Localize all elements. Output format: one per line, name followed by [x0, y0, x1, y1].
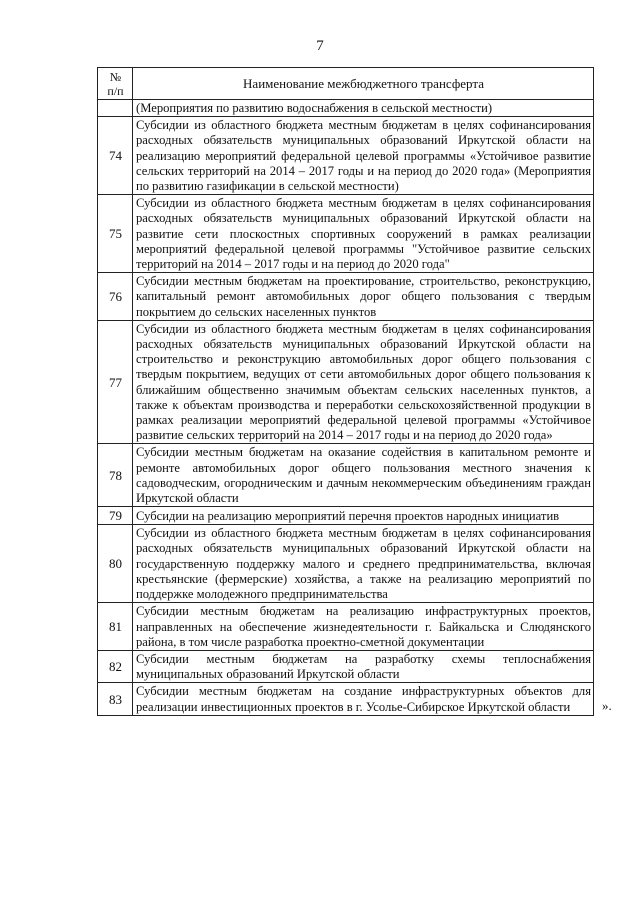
- row-number: 83: [98, 683, 133, 715]
- row-number: 80: [98, 525, 133, 603]
- continuation-row: [98, 100, 594, 117]
- table-row: [98, 117, 594, 195]
- row-number: 82: [98, 650, 133, 682]
- row-description: Субсидии из областного бюджета местным бюджетам в целях софинансирования расходных обязательств муниципальных образований Иркутской области на развитие сети плоскостных спортивных сооружений в рамках реализации мероприятий федеральной целевой программы "Устойчивое развитие сельских территорий на 2014 – 2017 годы и на период до 2020 года": [133, 195, 594, 273]
- row-number: 78: [98, 444, 133, 507]
- row-description: Субсидии из областного бюджета местным бюджетам в целях софинансирования расходных обязательств муниципальных образований Иркутской области на государственную поддержку малого и среднего предпринимательства, включая крестьянские (фермерские) хозяйства, а также на реализацию мероприятий по поддержке молодежного предпринимательства: [133, 525, 594, 603]
- continuation-text: (Мероприятия по развитию водоснабжения в сельской местности): [133, 100, 594, 117]
- table-row: [98, 507, 594, 525]
- row-description: Субсидии местным бюджетам на оказание содействия в капитальном ремонте и ремонте автомобильных дорог общего пользования местного значения к садоводческим, огородническим и дачным некоммерческим объединениям граждан Иркутской области: [133, 444, 594, 507]
- table-row: [98, 273, 594, 321]
- row-number: 81: [98, 603, 133, 651]
- page-number: 7: [316, 38, 324, 54]
- row-description: Субсидии местным бюджетам на реализацию инфраструктурных проектов, направленных на обеспечение жизнедеятельности г. Байкальска и Слюдянского района, в том числе разработка проектно-сметной документации: [133, 603, 594, 651]
- closing-quote-mark: ».: [602, 698, 612, 713]
- row-number: 79: [98, 507, 133, 525]
- header-number-label: № п/п: [107, 70, 124, 98]
- row-number: 76: [98, 273, 133, 321]
- table-row: [98, 320, 594, 444]
- table-body: [98, 117, 594, 716]
- row-description: Субсидии местным бюджетам на разработку схемы теплоснабжения муниципальных образований Иркутской области: [133, 650, 594, 682]
- header-name: Наименование межбюджетного трансферта: [133, 68, 594, 100]
- continuation-number-cell: [98, 100, 133, 117]
- row-description: Субсидии местным бюджетам на создание инфраструктурных объектов для реализации инвестиционных проектов в г. Усолье-Сибирское Иркутской области: [133, 683, 594, 715]
- row-number: 77: [98, 320, 133, 444]
- row-description: Субсидии из областного бюджета местным бюджетам в целях софинансирования расходных обязательств муниципальных образований Иркутской области на строительство и реконструкцию автомобильных дорог общего пользования с твердым покрытием, ведущих от сети автомобильных дорог общего пользования к ближайшим общественно значимым объектам сельских населенных пунктов, а также к объектам производства и переработки сельскохозяйственной продукции в рамках реализации мероприятий федеральной целевой программы «Устойчивое развитие сельских территорий на 2014 – 2017 годы и на период до 2020 года»: [133, 320, 594, 444]
- table-row: [98, 444, 594, 507]
- table-header-row: [98, 68, 594, 100]
- transfers-table: [97, 67, 594, 716]
- row-description: Субсидии местным бюджетам на проектирование, строительство, реконструкцию, капитальный ремонт автомобильных дорог общего пользования с твердым покрытием до сельских населенных пунктов: [133, 273, 594, 321]
- row-description: Субсидии из областного бюджета местным бюджетам в целях софинансирования расходных обязательств муниципальных образований Иркутской области на реализацию мероприятий федеральной целевой программы «Устойчивое развитие сельских территорий на 2014 – 2017 годы и на период до 2020 года» (Мероприятия по развитию газификации в сельской местности): [133, 117, 594, 195]
- table-row: [98, 195, 594, 273]
- table-row: [98, 650, 594, 682]
- row-number: 74: [98, 117, 133, 195]
- table-row: [98, 603, 594, 651]
- table-row: [98, 525, 594, 603]
- table-row: [98, 683, 594, 715]
- row-description: Субсидии на реализацию мероприятий перечня проектов народных инициатив: [133, 507, 594, 525]
- row-number: 75: [98, 195, 133, 273]
- header-number: [98, 68, 133, 100]
